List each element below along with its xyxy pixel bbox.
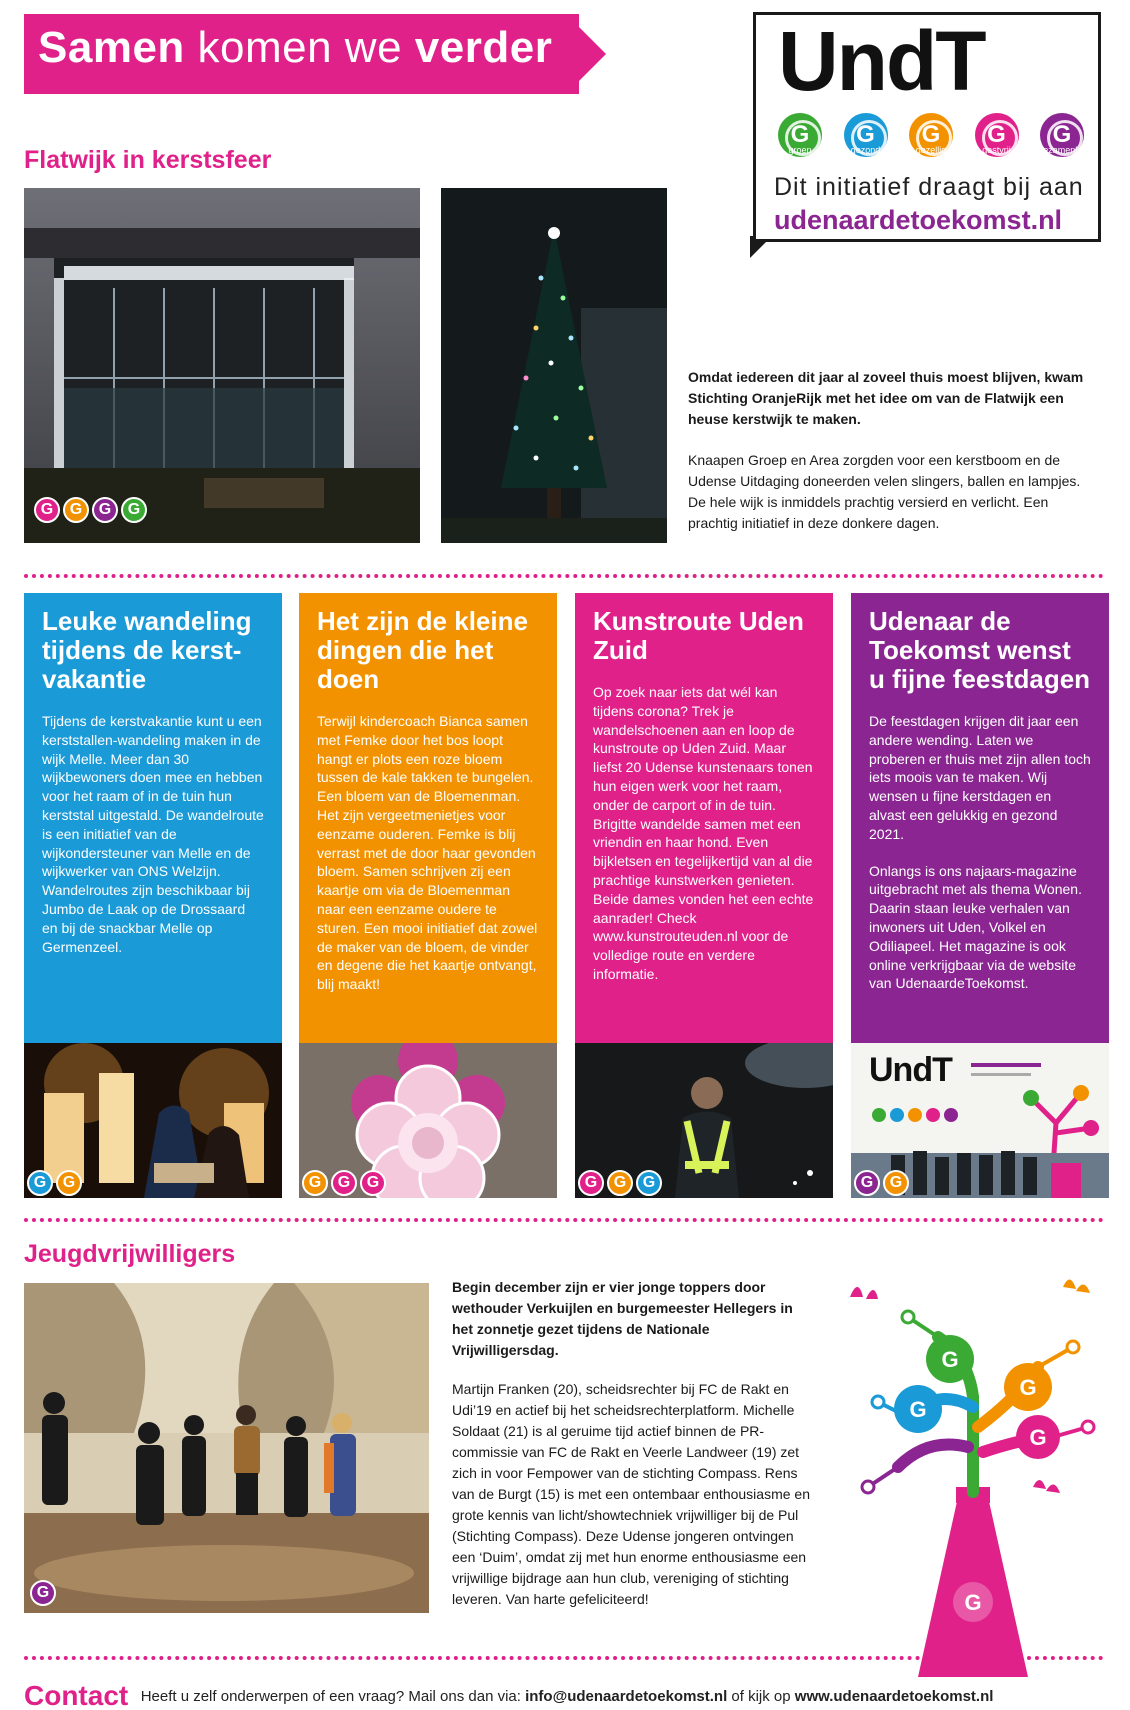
contact-email-link[interactable]: info@udenaardetoekomst.nl — [525, 1687, 728, 1705]
undt-logo-word: UndT — [778, 14, 985, 108]
g-icon: G — [844, 113, 888, 157]
jeugd-lead: Begin december zijn er vier jonge toppers door wethouder Verkuijlen en burgemeester Hellegers in het zonnetje gezet tijdens de Nationale Vrijwilligersdag. — [452, 1279, 793, 1358]
flatwijk-g-badges — [34, 497, 147, 523]
card-body: Onlangs is ons najaars-magazine uitgebracht met als thema Wonen. Daarin staan leuke verhalen van inwoners uit Uden, Volkel en Odiliapeel. Het magazine is ook online verkrijgbaar via de website van UdenaardeToekomst. — [869, 862, 1082, 992]
g-icon: G — [1029, 1425, 1047, 1450]
logo-website: udenaardetoekomst.nl — [774, 205, 1063, 235]
flatwijk-body: Knaapen Groep en Area zorgden voor een kerstboom en de Udense Uitdaging doneerden velen slingers, ballen en lampjes. De hele wijk is inmiddels prachtig versierd en verlicht. Een prachtig initiatief in deze donkere dagen. — [688, 452, 1081, 531]
card-body: Op zoek naar iets dat wél kan tijdens corona? Trek je wandelschoenen aan en loop de kunstroute op Uden Zuid. Maar liefst 20 Udense kunstenaars tonen hun eigen werk voor het raam, onder de carport of in de tuin. Brigitte wandelde samen met een vriendin en haar hond. Even bijkletsen en tegelijkertijd van al die prachtige kunstwerken genieten. Beide dames vonden het een echte aanrader! Check www.kunstrouteuden.nl voor de volledige route en verdere informatie. — [593, 684, 814, 982]
flatwijk-text — [688, 367, 1098, 554]
logo-tagline: Dit initiatief draagt bij aan — [774, 173, 1084, 201]
card-feestdagen — [851, 593, 1109, 1045]
card-title: Leuke wandeling tijdens de kerst-vakantie — [42, 606, 252, 694]
undt-logo-box — [753, 12, 1101, 242]
header-banner-tail — [578, 26, 606, 82]
g-icon: G — [360, 1170, 386, 1196]
contact-text: Heeft u zelf onderwerpen of een vraag? Mail ons dan via: info@udenaardetoekomst.nl of kijk op www.udenaardetoekomst.nl — [140, 1687, 994, 1705]
flatwijk-title: Flatwijk in kerstsfeer — [24, 146, 272, 174]
circle-gastvrij: G gastvrij — [973, 113, 1021, 179]
g-icon: G — [909, 113, 953, 157]
g-icon: G — [975, 113, 1019, 157]
jeugd-group-photo — [24, 1283, 429, 1613]
g-icon: G — [56, 1170, 82, 1196]
jeugd-title: Jeugdvrijwilligers — [24, 1240, 236, 1268]
card4-g-badges — [854, 1170, 909, 1196]
contact-label: Contact — [24, 1680, 129, 1710]
g-icon: G — [63, 497, 89, 523]
jeugd-text — [452, 1277, 814, 1628]
flatwijk-lead: Omdat iedereen dit jaar al zoveel thuis moest blijven, kwam Stichting OranjeRijk met het idee om van de Flatwijk een heuse kerstwijk te maken. — [688, 369, 1084, 427]
flatwijk-tree-photo — [441, 188, 667, 543]
magazine-cover-word: UndT — [869, 1051, 952, 1089]
card1-g-badges — [27, 1170, 82, 1196]
card2-g-badges — [302, 1170, 386, 1196]
undt-tree-illustration — [838, 1277, 1106, 1677]
g-icon: G — [92, 497, 118, 523]
dotted-divider — [24, 1656, 1104, 1660]
card-title: Udenaar de Toekomst wenst u fijne feestdagen — [869, 606, 1091, 694]
card-body: De feestdagen krijgen dit jaar een andere wending. Laten we proberen er thuis met zijn allen toch iets moois van te maken. Wij wensen u fijne kerstdagen en alvast een gelukkig en gezond 2021. — [869, 713, 1091, 842]
g-icon: G — [578, 1170, 604, 1196]
contact-website-link[interactable]: www.udenaardetoekomst.nl — [794, 1687, 994, 1705]
card3-g-badges — [578, 1170, 662, 1196]
logo-circle-row — [776, 113, 1086, 179]
g-icon: G — [883, 1170, 909, 1196]
card-title: Kunstroute Uden Zuid — [593, 606, 804, 665]
dotted-divider — [24, 1218, 1104, 1222]
flatwijk-building-photo — [24, 188, 420, 543]
dotted-divider — [24, 574, 1104, 578]
g-icon: G — [30, 1580, 56, 1606]
g-icon: G — [854, 1170, 880, 1196]
jeugd-body: Martijn Franken (20), scheidsrechter bij FC de Rakt en Udi’19 en actief bij het scheidsrechterplatform. Michelle Soldaat (21) is al geruime tijd actief binnen de PR-commissie van FC de Rakt en Veerle Landweer (19) zet zich in voor Fempower van de stichting Compass. Rens van de Burgt (15) is met een ontembaar enthousiasme en grote kennis van licht/showtechniek vrijwilliger bij de Pul (Stichting Compass). Deze Udense jongeren ontvingen een ‘Duim’, omdat zij met hun enorme enthousiasme een vrijwillige bijdrage aan hun club, vereniging of stichting leveren. Van harte gefeliciteerd! — [452, 1381, 810, 1607]
g-icon: G — [636, 1170, 662, 1196]
card-title: Het zijn de kleine dingen die het doen — [317, 606, 528, 694]
g-icon: G — [121, 497, 147, 523]
g-icon: G — [964, 1590, 982, 1615]
jeugd-g-badges — [30, 1580, 56, 1606]
card-body: Tijdens de kerstvakantie kunt u een kerststallen-wandeling maken in de wijk Melle. Meer dan 30 wijkbewoners doen mee en hebben voor het raam of in de tuin hun kerststal uitgestald. De wandelroute is een initiatief van de wijkondersteuner van Melle en de wijkwerker van ONS Welzijn. Wandelroutes zijn beschikbaar bij Jumbo de Laak op de Drossaard en bij de snackbar Melle op Germenzeel. — [42, 713, 264, 955]
circle-gezellig: G gezellig — [907, 113, 955, 179]
card-body: Terwijl kindercoach Bianca samen met Femke door het bos loopt hangt er plots een roze bloem tussen de kale takken te bungelen. Een bloem van de Bloemenman. Het zijn vergeetmenietjes voor eenzame ouderen. Femke is blij verrast met de door haar gevonden bloem. Samen schrijven zij een kaartje om via de Bloemenman naar een eenzame oudere te sturen. Een mooi initiatief dat zowel de maker van de bloem, de vinder en degene die het kaartje ontvangt, blij maakt! — [317, 713, 538, 993]
circle-gezamenlijk: G gezamenlijk — [1038, 113, 1086, 179]
g-icon: G — [302, 1170, 328, 1196]
circle-groen: G groen — [776, 113, 824, 179]
g-icon: G — [909, 1397, 927, 1422]
g-icon: G — [778, 113, 822, 157]
g-icon: G — [1019, 1375, 1037, 1400]
card-kleine-dingen — [299, 593, 557, 1045]
g-icon: G — [941, 1347, 959, 1372]
page-title: Samen komen we verder — [38, 23, 553, 72]
circle-gezond: G gezond — [842, 113, 890, 179]
contact-footer — [24, 1680, 993, 1710]
g-icon: G — [1040, 113, 1084, 157]
g-icon: G — [34, 497, 60, 523]
card-kunstroute — [575, 593, 833, 1045]
g-icon: G — [27, 1170, 53, 1196]
g-icon: G — [607, 1170, 633, 1196]
g-icon: G — [331, 1170, 357, 1196]
card-wandeling — [24, 593, 282, 1045]
